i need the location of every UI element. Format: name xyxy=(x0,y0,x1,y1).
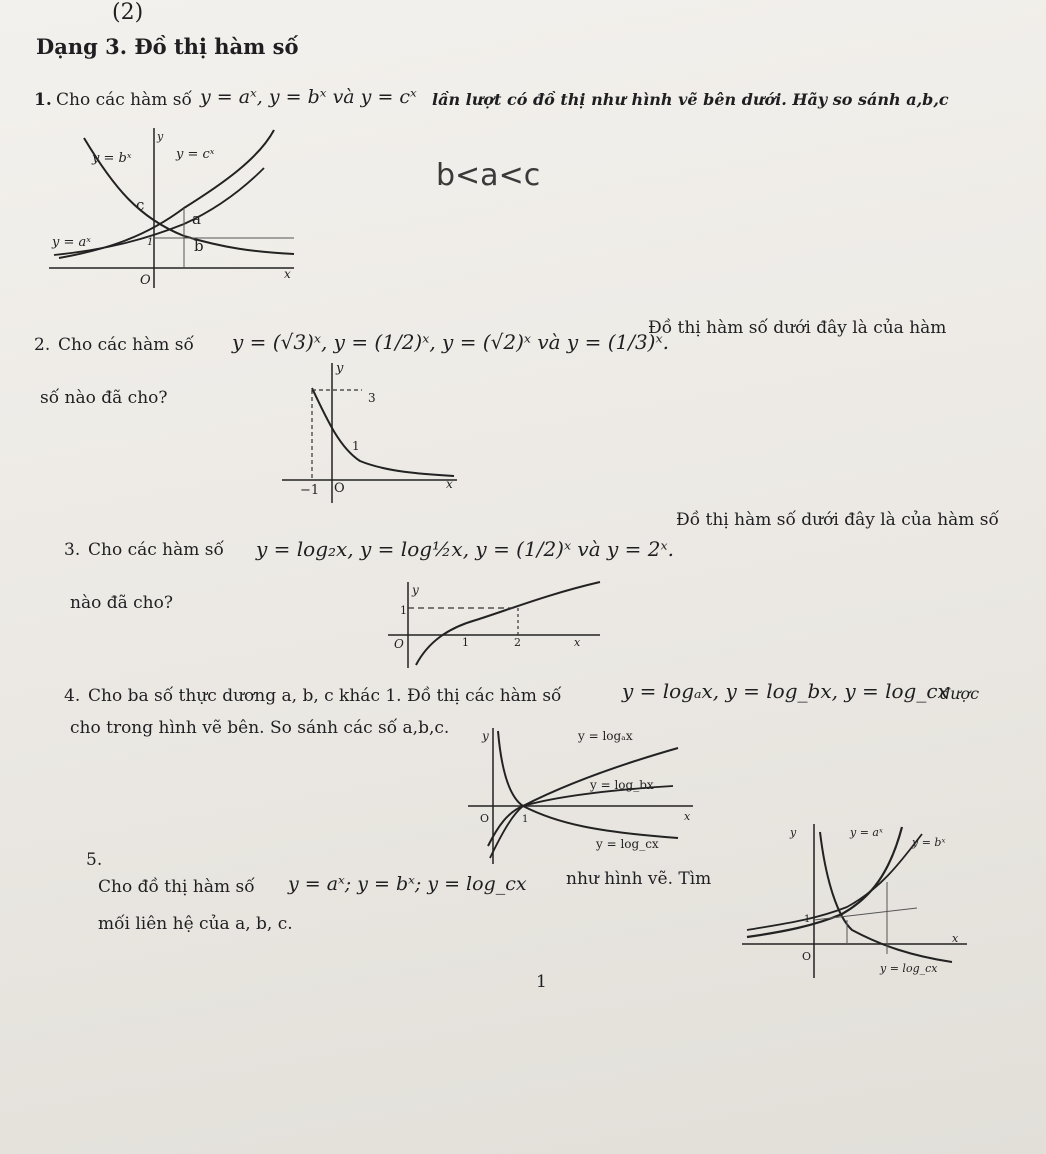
q1-text-after: lần lượt có đồ thị như hình vẽ bên dưới. Hãy so sánh a,b,c xyxy=(432,90,949,109)
q1-mark-a: a xyxy=(192,210,201,228)
q4-label-one: 1 xyxy=(522,814,529,825)
q3-label-one-x: 1 xyxy=(462,636,469,649)
q4-label-x: x xyxy=(684,810,691,823)
q5-label-curve-log: y = log_cx xyxy=(880,962,938,975)
q5-text-line2: mối liên hệ của a, b, c. xyxy=(98,914,293,934)
q3-text-before: Cho các hàm số xyxy=(88,540,224,560)
q5-formula: y = aˣ; y = bˣ; y = log_cx xyxy=(288,873,527,895)
q4-text: Cho ba số thực dương a, b, c khác 1. Đồ thị các hàm số xyxy=(88,686,562,706)
q3-graph xyxy=(388,580,608,670)
q2-text-before: Cho các hàm số xyxy=(58,335,194,355)
q3-text-after: Đồ thị hàm số dưới đây là của hàm số xyxy=(676,510,999,530)
q5-label-y: y xyxy=(790,826,797,839)
q1-label-one: 1 xyxy=(147,237,154,248)
q2-graph xyxy=(282,358,462,508)
q5-text-after: như hình vẽ. Tìm xyxy=(566,869,712,889)
q4-label-curve-mid: y = log_bx xyxy=(590,778,654,792)
q2-number: 2. xyxy=(34,335,51,355)
q1-text-before: Cho các hàm số xyxy=(56,90,192,110)
q2-label-neg1: −1 xyxy=(300,483,320,498)
q2-formula: y = (√3)ˣ, y = (1/2)ˣ, y = (√2)ˣ và y = (1/3)ˣ. xyxy=(232,330,669,354)
q1-label-curve-b: y = bˣ xyxy=(92,151,132,166)
q3-text-line2: nào đã cho? xyxy=(70,593,173,613)
q1-number: 1. xyxy=(34,90,52,110)
q1-mark-b: b xyxy=(194,237,204,255)
q1-label-origin: O xyxy=(140,273,151,288)
q2-curve xyxy=(312,388,454,476)
q4-text-line2: cho trong hình vẽ bên. So sánh các số a,b,c. xyxy=(70,718,450,738)
q3-label-one-y: 1 xyxy=(400,604,407,617)
q1-label-x: x xyxy=(284,267,291,281)
q5-label-origin: O xyxy=(802,950,812,963)
q5-label-curve-b: y = bˣ xyxy=(912,836,946,849)
q4-label-y: y xyxy=(482,729,489,743)
page-number-top: (2) xyxy=(112,0,144,25)
q1-formula: y = aˣ, y = bˣ và y = cˣ xyxy=(200,86,417,108)
section-title: Dạng 3. Đồ thị hàm số xyxy=(36,34,299,59)
footer-page-number: 1 xyxy=(536,972,547,992)
q1-graph xyxy=(44,128,304,293)
q2-label-1: 1 xyxy=(352,439,360,453)
q1-label-y: y xyxy=(157,130,164,143)
q5-text-before: Cho đồ thị hàm số xyxy=(98,877,255,897)
q5-label-one: 1 xyxy=(804,914,811,925)
q5-number: 5. xyxy=(86,850,103,870)
q2-label-3: 3 xyxy=(368,391,376,405)
q5-curve-a xyxy=(747,827,902,937)
q4-label-curve-top: y = logₐx xyxy=(578,729,633,743)
q2-label-x: x xyxy=(446,477,453,491)
q5-graph xyxy=(742,822,972,980)
q3-formula: y = log₂x, y = log½x, y = (1/2)ˣ và y = 2ˣ. xyxy=(256,537,674,561)
q1-label-curve-a: y = aˣ xyxy=(52,235,91,250)
q4-curve-top xyxy=(488,748,678,846)
q3-curve xyxy=(416,582,600,665)
q3-label-y: y xyxy=(412,583,419,597)
q5-label-curve-a: y = aˣ xyxy=(850,826,883,839)
q3-label-x: x xyxy=(574,636,581,649)
q4-label-origin: O xyxy=(480,812,490,825)
q4-graph xyxy=(468,726,698,866)
q3-label-two-x: 2 xyxy=(514,636,521,649)
q4-label-curve-bottom: y = log_cx xyxy=(596,837,659,851)
q1-label-curve-c: y = cˣ xyxy=(176,147,215,162)
q4-number: 4. xyxy=(64,686,81,706)
q2-label-y: y xyxy=(336,361,344,376)
q2-label-origin: O xyxy=(334,481,345,496)
q1-handwritten-answer: b<a<c xyxy=(436,158,541,193)
q1-mark-c: c xyxy=(136,196,145,214)
q2-text-after: Đồ thị hàm số dưới đây là của hàm xyxy=(648,318,947,338)
q4-text-after: được xyxy=(940,684,980,703)
q5-label-x: x xyxy=(952,932,959,945)
q3-number: 3. xyxy=(64,540,81,560)
q3-label-origin: O xyxy=(394,637,404,651)
q5-curve-log xyxy=(820,832,952,962)
q2-text-line2: số nào đã cho? xyxy=(40,388,168,408)
q4-formula: y = logₐx, y = log_bx, y = log_cx xyxy=(622,679,949,703)
